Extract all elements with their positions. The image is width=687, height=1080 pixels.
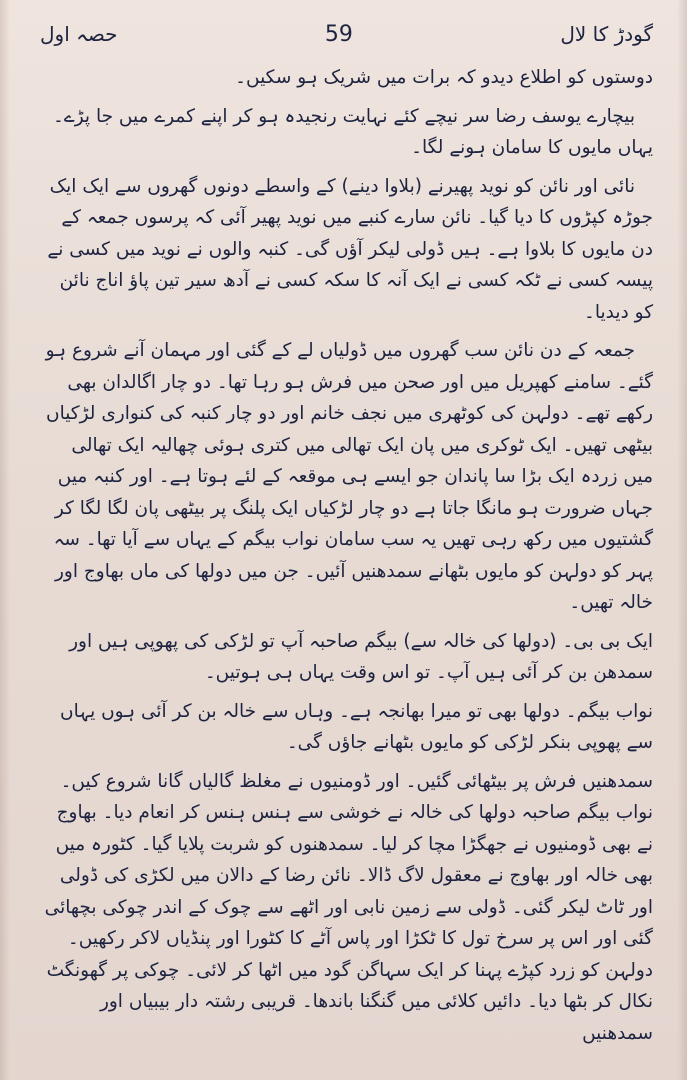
page-header: [40, 22, 653, 56]
paragraph: نواب بیگم۔ دولھا بھی تو میرا بھانجہ ہے۔ وہاں سے خالہ بن کر آئی ہوں یہاں سے پھوپی بنکر لڑکی کو مایوں بٹھانے جاؤں گی۔: [60, 700, 653, 753]
paragraph: دوستوں کو اطلاع دیدو کہ برات میں شریک ہو سکیں۔: [235, 67, 653, 88]
paragraph: نائی اور نائن کو نوید پھیرنے (بلاوا دینے) کے واسطے دونوں گھروں سے ایک ایک جوڑہ کپڑوں کا دیا گیا۔ نائن سارے کنبے میں نوید پھیر آئی کہ پرسوں جمعہ کے دن مایوں کا بلاوا ہے۔ ہیں ڈولی لیکر آؤں گی۔ کنبہ والوں نے نوید میں کسی نے پیسہ کسی نے ٹکہ کسی نے ایک آنہ کا سکہ کسی نے آدھ سیر تین پاؤ اناج نائن کو دیدیا۔: [47, 175, 653, 323]
paragraph: ایک بی بی۔ (دولھا کی خالہ سے) بیگم صاحبہ آپ تو لڑکی کی پھوپی ہیں اور سمدھن بن کر آئی ہیں آپ۔ تو اس وقت یہاں ہی ہوتیں۔: [69, 630, 653, 683]
page-shadow-right: [677, 0, 687, 1080]
part-label: حصہ اول: [40, 22, 118, 46]
book-title: گودڑ کا لال: [560, 22, 653, 46]
paragraph: جمعہ کے دن نائن سب گھروں میں ڈولیاں لے کے گئی اور مہمان آنے شروع ہو گئے۔ سامنے کھپریل میں اور صحن میں فرش ہو رہا تھا۔ دو چار اگالدان بھی رکھے تھے۔ دولہن کی کوٹھری میں نجف خانم اور دو چار کنبہ کی کنواری لڑکیاں بیٹھی تھیں۔ ایک ٹوکری میں پان ایک تھالی میں کتری ہوئی چھالیہ ایک تھالی میں زردہ ایک بڑا سا پاندان جو ایسے ہی موقعہ کے لئے ہوتا ہے۔ اور کنبہ میں جہاں ضرورت ہو مانگا جاتا ہے دو چار لڑکیاں ایک پلنگ پر بیٹھی پان لگا لگا کر گشتیوں میں رکھ رہی تھیں یہ سب سامان نواب بیگم کے یہاں سے آیا تھا۔ سہ پہر کو دولہن کو مایوں بٹھانے سمدھنیں آئیں۔ جن میں دولھا کی ماں بھاوج اور خالہ تھیں۔: [45, 340, 653, 613]
page-body: [40, 62, 653, 1049]
paragraph: سمدھنیں فرش پر بیٹھائی گئیں۔ اور ڈومنیوں نے مغلظ گالیاں گانا شروع کیں۔ نواب بیگم صاحبہ دولھا کی خالہ نے خوشی سے ہنس ہنس کر انعام دیا۔ بھاوج نے بھی ڈومنیوں نے جھگڑا مچا کر لیا۔ سمدھنوں کو شربت پلایا گیا۔ کٹورہ میں بھی خالہ اور بھاوج نے معقول لاگ ڈالا۔ نائن رضا کے دالان میں لکڑی کی ڈولی اور ٹاٹ لیکر گئی۔ ڈولی سے زمین نابی اور اٹھے سے چوک کے اندر چوکی بچھائی گئی اور اس پر سرخ تول کا ٹکڑا اور پاس آٹے کا کٹورا اور پنڈیاں لاکر رکھیں۔ دولہن کو زرد کپڑے پہنا کر ایک سہاگن گود میں اٹھا کر لائی۔ چوکی پر گھونگٹ نکال کر بٹھا دیا۔ دائیں کلائی میں گنگنا باندھا۔ قریبی رشتہ دار بیبیاں اور سمدھنیں: [44, 770, 653, 1044]
page-shadow-left: [0, 0, 10, 1080]
page-number: 59: [324, 22, 353, 47]
paragraph: بیچارے یوسف رضا سر نیچے کئے نہایت رنجیدہ ہو کر اپنے کمرے میں جا پڑے۔ یہاں مایوں کا سامان ہونے لگا۔: [53, 105, 653, 158]
